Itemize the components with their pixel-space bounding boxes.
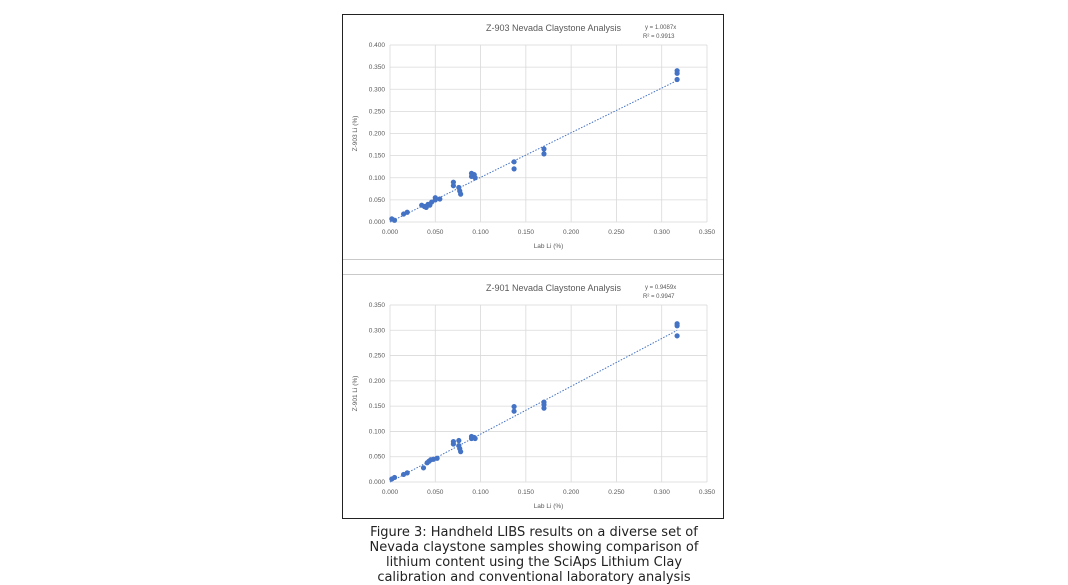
y-tick-label: 0.200 xyxy=(368,130,385,138)
x-tick-label: 0.150 xyxy=(517,229,534,236)
x-tick-label: 0.000 xyxy=(381,489,399,496)
data-point xyxy=(421,465,426,470)
y-tick-label: 0.250 xyxy=(368,352,385,360)
data-point xyxy=(541,146,546,151)
x-tick-label: 0.350 xyxy=(698,229,716,236)
y-tick-label: 0.300 xyxy=(368,327,385,335)
data-point xyxy=(511,409,516,414)
data-point xyxy=(511,404,516,409)
figure-caption: Figure 3: Handheld LIBS results on a diverse set of Nevada claystone samples showing comparison of lithium content using the SciAps Lithium Clay calibration and conventional laboratory analysis xyxy=(369,525,699,585)
x-tick-label: 0.300 xyxy=(653,229,670,236)
data-point xyxy=(473,436,478,441)
data-point xyxy=(456,438,461,443)
y-tick-label: 0.150 xyxy=(368,152,385,160)
y-tick-label: 0.250 xyxy=(368,108,385,116)
y-tick-label: 0.150 xyxy=(368,403,385,411)
data-point xyxy=(458,449,463,454)
data-point xyxy=(675,323,680,328)
y-tick-label: 0.350 xyxy=(368,302,385,309)
chart-title: Z-901 Nevada Claystone Analysis xyxy=(485,283,622,293)
scatter-chart-z903 xyxy=(343,17,722,257)
data-point xyxy=(437,196,442,201)
data-point xyxy=(433,197,438,202)
y-tick-label: 0.050 xyxy=(368,453,385,461)
data-point xyxy=(392,475,397,480)
x-tick-label: 0.350 xyxy=(698,489,716,496)
x-tick-label: 0.200 xyxy=(563,229,580,236)
data-point xyxy=(511,159,516,164)
r-squared-label: R² = 0.9913 xyxy=(643,34,675,40)
panel-divider xyxy=(343,259,723,275)
y-tick-label: 0.100 xyxy=(368,174,385,182)
x-tick-label: 0.150 xyxy=(517,489,534,496)
y-tick-label: 0.100 xyxy=(368,428,385,436)
scatter-chart-z901 xyxy=(343,277,722,517)
x-tick-label: 0.050 xyxy=(427,229,444,236)
x-tick-label: 0.100 xyxy=(472,489,489,496)
x-tick-label: 0.250 xyxy=(608,229,625,236)
data-point xyxy=(675,77,680,82)
data-point xyxy=(541,406,546,411)
data-point xyxy=(458,192,463,197)
data-point xyxy=(541,151,546,156)
data-point xyxy=(392,218,397,223)
y-tick-label: 0.300 xyxy=(368,86,385,94)
y-tick-label: 0.350 xyxy=(368,64,385,72)
data-point xyxy=(451,183,456,188)
y-axis-label: Z-903 Li (%) xyxy=(352,115,359,152)
r-squared-label: R² = 0.9947 xyxy=(643,294,675,300)
y-tick-label: 0.050 xyxy=(368,196,385,204)
y-tick-label: 0.000 xyxy=(368,219,385,226)
data-point xyxy=(473,175,478,180)
x-tick-label: 0.300 xyxy=(653,489,670,496)
data-point xyxy=(675,333,680,338)
y-tick-label: 0.200 xyxy=(368,377,385,385)
figure-frame xyxy=(342,14,724,519)
chart-title: Z-903 Nevada Claystone Analysis xyxy=(485,23,622,33)
trendline-equation: y = 1.0087x xyxy=(645,25,677,31)
x-tick-label: 0.250 xyxy=(608,489,625,496)
x-tick-label: 0.100 xyxy=(472,229,489,236)
x-axis-label: Lab Li (%) xyxy=(533,503,564,510)
x-axis-label: Lab Li (%) xyxy=(533,243,564,250)
y-axis-label: Z-901 Li (%) xyxy=(352,375,359,412)
x-tick-label: 0.000 xyxy=(381,229,399,236)
data-point xyxy=(511,166,516,171)
data-point xyxy=(405,210,410,215)
y-tick-label: 0.000 xyxy=(368,479,385,486)
y-tick-label: 0.400 xyxy=(368,42,385,49)
data-point xyxy=(675,71,680,76)
trendline-equation: y = 0.9459x xyxy=(645,285,677,291)
x-tick-label: 0.200 xyxy=(563,489,580,496)
data-point xyxy=(405,470,410,475)
x-tick-label: 0.050 xyxy=(427,489,444,496)
chart-panel-z903 xyxy=(343,17,723,257)
data-point xyxy=(434,456,439,461)
chart-panel-z901 xyxy=(343,277,723,517)
data-point xyxy=(451,441,456,446)
